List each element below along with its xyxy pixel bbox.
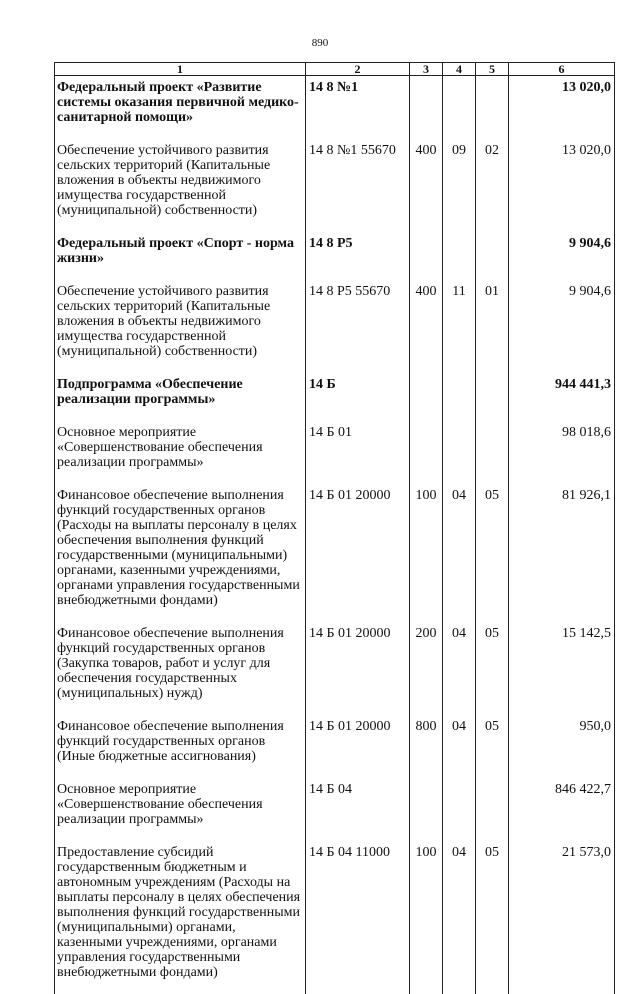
- row-code: 14 8 Р5 55670: [306, 280, 410, 373]
- row-section: 04: [443, 484, 476, 622]
- table-row: [55, 421, 615, 484]
- row-expense-type: 100: [410, 484, 443, 622]
- header-col-5: 5: [476, 63, 509, 76]
- row-expense-type: 100: [410, 841, 443, 994]
- row-name: Основное мероприятие «Совершенствование обеспечения реализации программы»: [55, 778, 306, 841]
- row-subsection: [476, 232, 509, 280]
- table-header-row: [55, 63, 615, 76]
- row-subsection: [476, 76, 509, 140]
- row-code: 14 Б 01 20000: [306, 484, 410, 622]
- row-section: 09: [443, 139, 476, 232]
- header-col-4: 4: [443, 63, 476, 76]
- row-subsection: [476, 778, 509, 841]
- row-amount: 98 018,6: [509, 421, 615, 484]
- row-amount: 944 441,3: [509, 373, 615, 421]
- row-code: 14 Б 01 20000: [306, 715, 410, 778]
- header-col-1: 1: [55, 63, 306, 76]
- row-code: 14 8 Р5: [306, 232, 410, 280]
- row-subsection: 02: [476, 139, 509, 232]
- row-code: 14 Б 04 11000: [306, 841, 410, 994]
- row-amount: 846 422,7: [509, 778, 615, 841]
- row-name: Обеспечение устойчивого развития сельских территорий (Капитальные вложения в объекты недвижимого имущества государственной (муниципальной) собственности): [55, 280, 306, 373]
- row-name: Обеспечение устойчивого развития сельских территорий (Капитальные вложения в объекты недвижимого имущества государственной (муниципальной) собственности): [55, 139, 306, 232]
- row-subsection: 01: [476, 280, 509, 373]
- row-amount: 13 020,0: [509, 76, 615, 140]
- header-col-3: 3: [410, 63, 443, 76]
- page-number: 890: [0, 37, 640, 49]
- row-subsection: 05: [476, 622, 509, 715]
- row-expense-type: [410, 373, 443, 421]
- row-name: Финансовое обеспечение выполнения функций государственных органов (Закупка товаров, работ и услуг для обеспечения государственных (муниципальных) нужд): [55, 622, 306, 715]
- table-row: [55, 622, 615, 715]
- row-name: Финансовое обеспечение выполнения функций государственных органов (Иные бюджетные ассигнования): [55, 715, 306, 778]
- row-amount: 21 573,0: [509, 841, 615, 994]
- row-section: [443, 232, 476, 280]
- row-subsection: 05: [476, 841, 509, 994]
- row-expense-type: 200: [410, 622, 443, 715]
- row-name: Основное мероприятие «Совершенствование обеспечения реализации программы»: [55, 421, 306, 484]
- row-amount: 81 926,1: [509, 484, 615, 622]
- row-code: 14 Б 04: [306, 778, 410, 841]
- row-amount: 9 904,6: [509, 280, 615, 373]
- table-row: [55, 232, 615, 280]
- row-name: Подпрограмма «Обеспечение реализации программы»: [55, 373, 306, 421]
- row-expense-type: 400: [410, 139, 443, 232]
- row-expense-type: [410, 232, 443, 280]
- table-row: [55, 139, 615, 232]
- table-row: [55, 76, 615, 140]
- table-row: [55, 715, 615, 778]
- header-col-2: 2: [306, 63, 410, 76]
- row-amount: 13 020,0: [509, 139, 615, 232]
- table-row: [55, 373, 615, 421]
- row-section: [443, 421, 476, 484]
- row-expense-type: [410, 778, 443, 841]
- row-section: 04: [443, 841, 476, 994]
- row-section: [443, 778, 476, 841]
- row-name: Предоставление субсидий государственным бюджетным и автономным учреждениям (Расходы на выплаты персоналу в целях обеспечения выполнения функций государственными (муниципальными) органами, казенными учреждениями, органами управления государственными внебюджетными фондами): [55, 841, 306, 994]
- row-name: Федеральный проект «Спорт - норма жизни»: [55, 232, 306, 280]
- row-section: 04: [443, 715, 476, 778]
- row-expense-type: 800: [410, 715, 443, 778]
- table-row: [55, 778, 615, 841]
- table-row: [55, 280, 615, 373]
- row-name: Финансовое обеспечение выполнения функций государственных органов (Расходы на выплаты персоналу в целях обеспечения выполнения функций государственными (муниципальными) органами, казенными учреждениями, органами управления государственными внебюджетными фондами): [55, 484, 306, 622]
- row-code: 14 Б: [306, 373, 410, 421]
- row-code: 14 8 №1: [306, 76, 410, 140]
- row-subsection: 05: [476, 484, 509, 622]
- row-section: 04: [443, 622, 476, 715]
- row-expense-type: 400: [410, 280, 443, 373]
- row-section: [443, 373, 476, 421]
- row-subsection: [476, 373, 509, 421]
- row-expense-type: [410, 76, 443, 140]
- table-body: [55, 76, 615, 994]
- row-amount: 9 904,6: [509, 232, 615, 280]
- row-expense-type: [410, 421, 443, 484]
- row-code: 14 Б 01 20000: [306, 622, 410, 715]
- header-col-6: 6: [509, 63, 615, 76]
- budget-table: [54, 62, 615, 994]
- row-name: Федеральный проект «Развитие системы оказания первичной медико-санитарной помощи»: [55, 76, 306, 140]
- row-section: 11: [443, 280, 476, 373]
- row-code: 14 8 №1 55670: [306, 139, 410, 232]
- row-subsection: [476, 421, 509, 484]
- row-amount: 950,0: [509, 715, 615, 778]
- table-row: [55, 841, 615, 994]
- row-subsection: 05: [476, 715, 509, 778]
- row-amount: 15 142,5: [509, 622, 615, 715]
- table-row: [55, 484, 615, 622]
- row-section: [443, 76, 476, 140]
- row-code: 14 Б 01: [306, 421, 410, 484]
